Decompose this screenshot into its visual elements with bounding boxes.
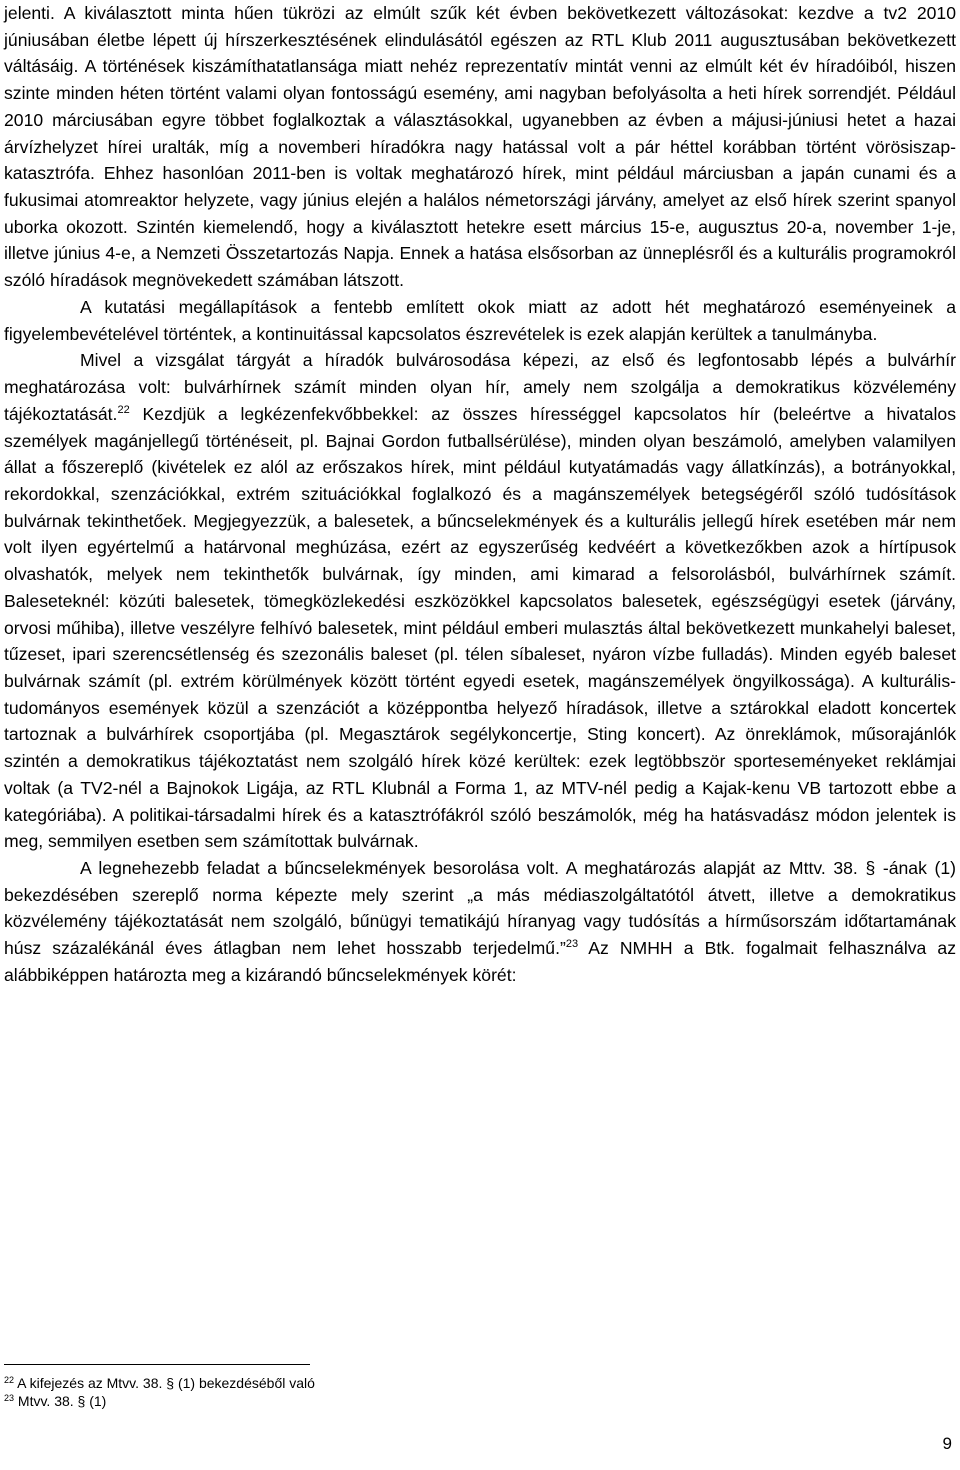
- footnote: [4, 1392, 956, 1410]
- paragraph-text: Az NMHH a Btk. fogalmait felhasználva az alábbiképpen határozta meg a kizárandó bűncselekmények körét:: [4, 938, 956, 985]
- footnote-separator: [4, 1364, 310, 1365]
- paragraph-text: jelenti. A kiválasztott minta hűen tükrözi az elmúlt szűk két évben bekövetkezett változásokat: kezdve a tv2 2010 júniusában életbe lépett új hírszerkesztésének elindulásától egészen az RTL Klub 2011 augusztusában bekövetkezett váltásáig. A történések kiszámíthatatlansága miatt nehéz reprezentatív mintát venni az elmúlt két év híradóiból, hiszen szinte minden héten történt valami olyan fontosságú esemény, ami nagyban befolyásolta a heti hírek sorrendjét. Például 2010 márciusában egyre többet foglalkoztak a választásokkal, ugyanebben az évben a májusi-júniusi hetet a hazai árvízhelyzet hírei uralták, míg a novemberi híradókra nagy hatással volt a pár héttel korábban történt vörösiszap-katasztrófa. Ehhez hasonlóan 2011-ben is voltak meghatározó hírek, mint például márciusban a japán cunami és a fukusimai atomreaktor helyzete, vagy június elején a halálos németországi járvány, amelyet az első hírek szerint spanyol uborka okozott. Szintén kiemelendő, hogy a kiválasztott hetekre esett március 15-e, augusztus 20-a, november 1-je, illetve június 4-e, a Nemzeti Összetartozás Napja. Ennek a hatása elsősorban az ünneplésről és a kulturális programokról szóló híradások megnövekedett számában látszott.: [4, 3, 956, 291]
- paragraph-text: Mivel a vizsgálat tárgyát a híradók bulvárosodása képezi, az első és legfontosabb lépés a bulvárhír meghatározása volt: bulvárhírnek számít minden olyan hír, amely nem szolgálja a demokratikus közvélemény tájékoztatását.: [4, 350, 956, 424]
- paragraph: [4, 347, 956, 855]
- footnote-reference: 23: [565, 938, 579, 951]
- footnotes: [4, 1374, 956, 1410]
- footnote-text: A kifejezés az Mtvv. 38. § (1) bekezdéséből való: [17, 1375, 315, 1391]
- document-page: [4, 0, 956, 1470]
- footnote-text: Mtvv. 38. § (1): [17, 1393, 107, 1409]
- paragraph-text: A kutatási megállapítások a fentebb említett okok miatt az adott hét meghatározó eseményeinek a figyelembevételével történtek, a kontinuitással kapcsolatos észrevételek is ezek alapján kerültek a tanulmányba.: [4, 296, 956, 344]
- footnote-number: 23: [4, 1393, 15, 1403]
- page-number: 9: [942, 1434, 952, 1453]
- paragraph-text: A legnehezebb feladat a bűncselekmények besorolása volt. A meghatározás alapját az Mttv. 38. § -ának (1) bekezdésében szereplő norma képezte mely szerint „a más médiaszolgáltatótól átvett, illetve a demokratikus közvélemény tájékoztatását nem szolgáló, bűnügyi tematikájú híranyag vagy tudósítás a hírműsorszám időtartamának húsz százalékánál éves átlagban nem lehet hosszabb terjedelmű.”: [4, 858, 956, 959]
- body-text: [4, 0, 956, 989]
- paragraph-text: Kezdjük a legkézenfekvőbbekkel: az összes hírességgel kapcsolatos hír (beleértve a hivatalos személyek magánjellegű történéseit, pl. Bajnai Gordon futballsérülése), minden olyan beszámoló, amelyben valamilyen állat a főszereplő (kivételek ez alól az erőszakos hírek, mint például kutyatámadás vagy állatkínzás), a botrányokkal, rekordokkal, szenzációkkal, extrém szituációkkal foglalkozó és a magánszemélyek betegségéről szóló tudósítások bulvárnak tekinthetőek. Megjegyezzük, a balesetek, a bűncselekmények és a kulturális jellegű hírek esetében már nem volt ilyen egyértelmű a határvonal meghúzása, ezért az egyszerűség kedvéért a következőkben azok a hírtípusok olvashatók, melyek nem tekinthetők bulvárnak, így minden, ami kimarad a felsorolásból, bulvárhírnek számít. Baleseteknél: közúti balesetek, tömegközlekedési eszközökkel kapcsolatos balesetek, egészségügyi esetek (járvány, orvosi műhiba), illetve veszélyre felhívó balesetek, mint például emberi mulasztás által bekövetkezett munkahelyi baleset, tűzeset, ipari szerencsétlenség és szezonális baleset (pl. télen síbaleset, nyáron vízbe fulladás). Minden egyéb baleset bulvárnak számít (pl. extrém körülmények között történt egyedi esetek, magánszemélyek öngyilkossága). A kulturális-tudományos események közül a szenzációt a középpontba helyező híradások, illetve a sztárokkal eladott koncertek tartoznak a bulvárhírek csoportjába (pl. Megasztárok segélykoncertje, Sting koncert). Az önreklámok, műsorajánlók szintén a demokratikus tájékoztatást nem szolgáló hírek közé kerültek: ezek legtöbbször sporteseményeket reklámjai voltak (a TV2-nél a Bajnokok Ligája, az RTL Klubnál a Forma 1, az MTV-nél pedig a Kajak-kenu VB tartozott ebbe a kategóriába). A politikai-társadalmi hírek és a katasztrófákról szóló beszámolók, még ha hatásvadász módon jelentek is meg, semmilyen esetben sem számítottak bulvárnak.: [4, 403, 956, 852]
- paragraph: [4, 855, 956, 989]
- paragraph: [4, 294, 956, 347]
- footnote-reference: 22: [117, 403, 130, 416]
- footnote: [4, 1374, 956, 1392]
- footnote-area: [4, 1352, 956, 1470]
- paragraph: [4, 0, 956, 294]
- footnote-number: 22: [4, 1375, 15, 1385]
